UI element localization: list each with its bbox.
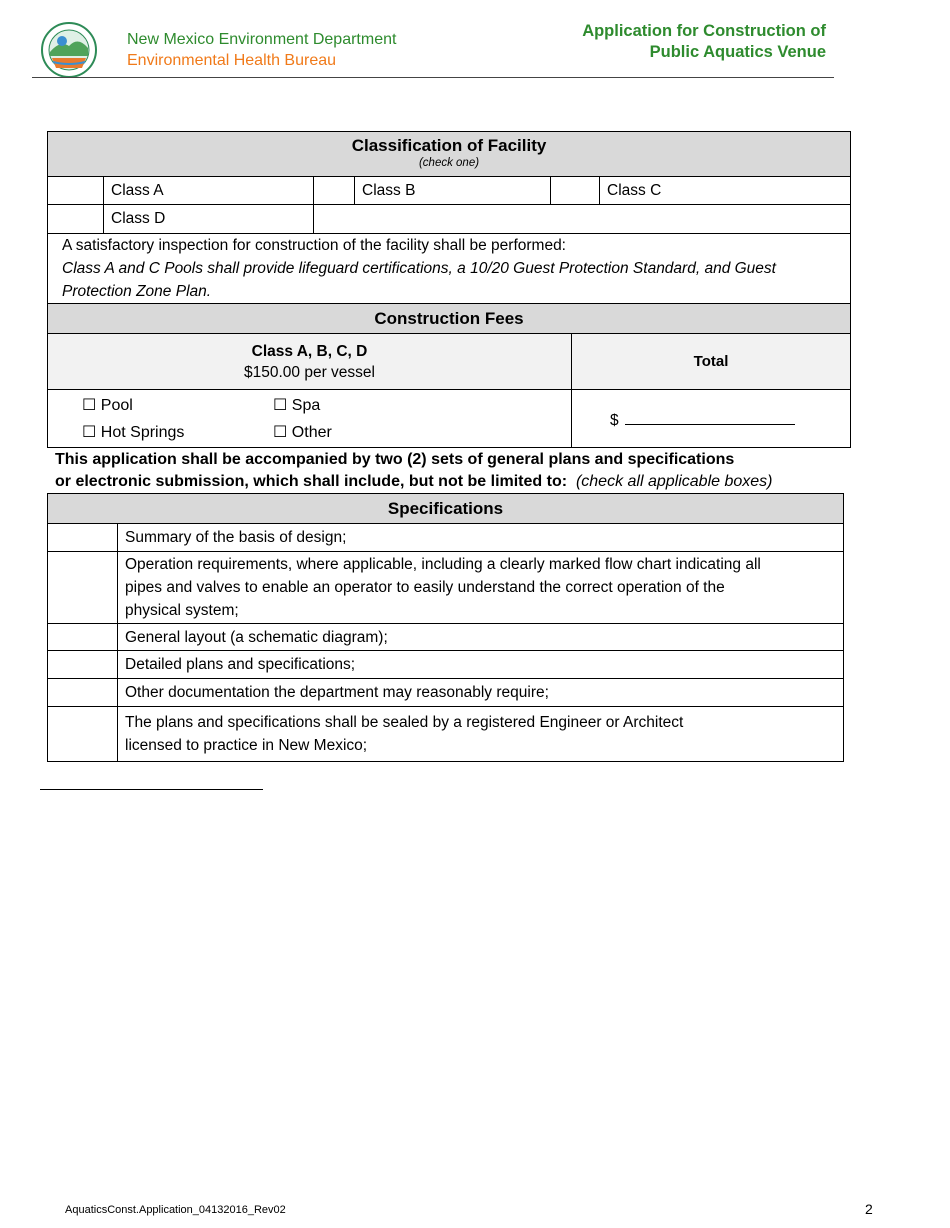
submission-note — [55, 449, 845, 493]
other-label: Other — [291, 424, 332, 441]
class-a-label: Class A — [104, 177, 314, 205]
class-a-checkbox[interactable] — [48, 177, 104, 205]
document-title — [582, 21, 826, 63]
spec-item-6: The plans and specifications shall be sealed by a registered Engineer or Architect licensed to practice in New Mexico; — [118, 707, 844, 762]
page-number: 2 — [865, 1201, 873, 1217]
department-name: New Mexico Environment Department — [127, 31, 397, 48]
hot-springs-checkbox-icon: ☐ — [82, 424, 97, 441]
pool-checkbox-icon: ☐ — [82, 397, 97, 414]
spa-option[interactable] — [273, 395, 320, 415]
spec-item-1: Summary of the basis of design; — [118, 524, 844, 552]
note-line1: This application shall be accompanied by two (2) sets of general plans and specifications — [55, 451, 735, 468]
total-amount-cell — [572, 390, 851, 448]
spec-checkbox-1[interactable] — [48, 524, 118, 552]
footnote-divider — [40, 789, 263, 790]
spec-checkbox-6[interactable] — [48, 707, 118, 762]
class-d-label: Class D — [104, 205, 314, 234]
inspection-text: A satisfactory inspection for construction of the facility shall be performed: — [62, 237, 566, 254]
spec-item-4: Detailed plans and specifications; — [118, 651, 844, 679]
other-checkbox-icon: ☐ — [273, 424, 288, 441]
class-d-checkbox[interactable] — [48, 205, 104, 234]
specifications-table — [47, 493, 844, 762]
inspection-note: Class A and C Pools shall provide lifeguard certifications, a 10/20 Guest Protection Standard, and Guest Protection Zone Plan. — [62, 260, 776, 300]
spa-label: Spa — [291, 397, 321, 414]
inspection-requirements — [48, 234, 851, 304]
header-divider — [32, 77, 834, 78]
fee-classes-cell — [48, 334, 572, 390]
note-hint: (check all applicable boxes) — [575, 473, 773, 490]
note-line2: or electronic submission, which shall include, but not be limited to: — [55, 473, 568, 490]
spec-checkbox-4[interactable] — [48, 651, 118, 679]
document-title-line2: Public Aquatics Venue — [649, 43, 826, 61]
vessel-type-options — [48, 390, 572, 448]
class-b-checkbox[interactable] — [314, 177, 355, 205]
spa-checkbox-icon: ☐ — [273, 397, 288, 414]
spec-item-2: Operation requirements, where applicable, including a clearly marked flow chart indicating all pipes and valves to enable an operator to easily understand the correct operation of the physical system; — [118, 552, 844, 624]
spec-checkbox-3[interactable] — [48, 624, 118, 651]
bureau-name: Environmental Health Bureau — [127, 52, 337, 69]
fee-price: $150.00 per vessel — [244, 363, 375, 381]
document-id: AquaticsConst.Application_04132016_Rev02 — [65, 1204, 286, 1216]
other-option[interactable] — [273, 422, 332, 442]
spec-item-3: General layout (a schematic diagram); — [118, 624, 844, 651]
nmed-seal-icon — [40, 22, 98, 78]
currency-symbol: $ — [610, 411, 619, 429]
note-line2-wrap — [55, 471, 845, 493]
classification-subtitle: (check one) — [418, 157, 480, 169]
class-c-label: Class C — [600, 177, 851, 205]
spec-item-5: Other documentation the department may reasonably require; — [118, 679, 844, 707]
pool-label: Pool — [100, 397, 133, 414]
hot-springs-option[interactable] — [82, 422, 184, 442]
class-row-empty — [314, 205, 851, 234]
classification-header — [48, 132, 851, 177]
spec-checkbox-2[interactable] — [48, 552, 118, 624]
total-header: Total — [572, 334, 851, 390]
spec-checkbox-5[interactable] — [48, 679, 118, 707]
pool-option[interactable] — [82, 395, 133, 415]
class-c-checkbox[interactable] — [551, 177, 600, 205]
hot-springs-label: Hot Springs — [100, 424, 185, 441]
class-b-label: Class B — [355, 177, 551, 205]
total-amount-field[interactable] — [625, 408, 795, 425]
specifications-header: Specifications — [48, 494, 844, 524]
fee-classes-label: Class A, B, C, D — [251, 342, 368, 360]
document-title-line1: Application for Construction of — [582, 22, 826, 40]
construction-fees-header: Construction Fees — [48, 304, 851, 334]
classification-table — [47, 131, 851, 448]
classification-title: Classification of Facility — [351, 136, 547, 155]
